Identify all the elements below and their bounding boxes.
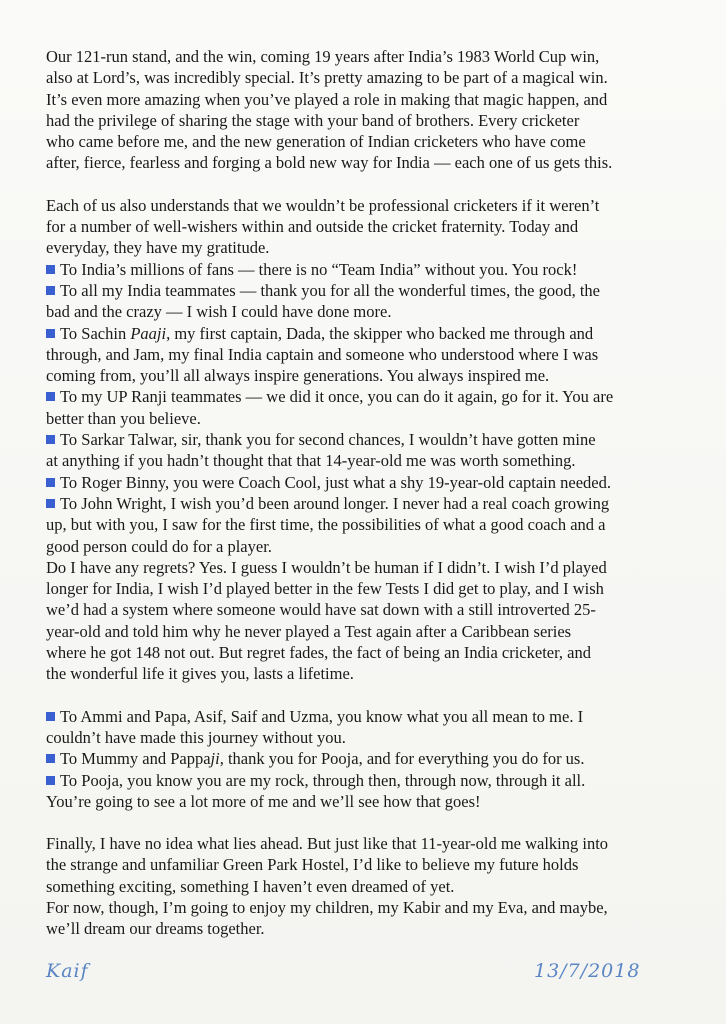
blue-square-bullet-icon: [46, 435, 55, 444]
paragraph-spacer: [46, 685, 698, 706]
list-item-sachin: [46, 323, 698, 344]
emphasis-text: Paaji: [130, 323, 167, 343]
text-line: year-old and told him why he never played a Test again after a Caribbean series: [46, 621, 572, 641]
blue-square-bullet-icon: [46, 754, 55, 763]
text-line: You’re going to see a lot more of me and we’ll see how that goes!: [46, 791, 481, 811]
list-item-ranji: [46, 386, 698, 407]
blue-square-bullet-icon: [46, 329, 55, 338]
list-item-fans: [46, 259, 698, 280]
text-line: good person could do for a player.: [46, 536, 272, 556]
blue-square-bullet-icon: [46, 478, 55, 487]
paragraph-gratitude: [46, 195, 698, 685]
list-item-ammi: [46, 706, 698, 727]
paragraph-world-cup-win: [46, 46, 698, 174]
paragraph-family: [46, 706, 698, 812]
text-line: we’ll dream our dreams together.: [46, 919, 265, 939]
list-item-text: To Sachin: [60, 323, 131, 343]
list-item-text: To Pooja, you know you are my rock, through then, through now, through it all.: [60, 770, 586, 790]
text-line: something exciting, something I haven’t even dreamed of yet.: [46, 876, 455, 896]
text-line: after, fierce, fearless and forging a bold new way for India — each one of us gets this.: [46, 153, 613, 173]
list-item-text: To India’s millions of fans — there is no “Team India” without you. You rock!: [60, 259, 578, 279]
text-line: through, and Jam, my final India captain and someone who understood where I was: [46, 344, 599, 364]
list-item-text: To Ammi and Papa, Asif, Saif and Uzma, you know what you all mean to me. I: [60, 706, 584, 726]
signature-date: 13/7/2018: [534, 960, 641, 982]
list-item-text: To Sarkar Talwar, sir, thank you for second chances, I wouldn’t have gotten mine: [60, 430, 596, 450]
text-line: we’d had a system where someone would have sat down with a still introverted 25-: [46, 600, 596, 620]
blue-square-bullet-icon: [46, 499, 55, 508]
text-line: For now, though, I’m going to enjoy my children, my Kabir and my Eva, and maybe,: [46, 897, 608, 917]
list-item-text: To John Wright, I wish you’d been around longer. I never had a real coach growing: [60, 493, 610, 513]
list-item-sarkar: [46, 429, 698, 450]
text-line: It’s even more amazing when you’ve played a role in making that magic happen, and: [46, 89, 608, 109]
signature-name: Kaif: [46, 960, 89, 982]
list-item-pooja: [46, 770, 698, 791]
text-line: also at Lord’s, was incredibly special. It’s pretty amazing to be part of a magical win.: [46, 68, 608, 88]
list-item-wright: [46, 493, 698, 514]
text-line: Finally, I have no idea what lies ahead. But just like that 11-year-old me walking into: [46, 834, 609, 854]
text-line: had the privilege of sharing the stage with your band of brothers. Every cricketer: [46, 110, 580, 130]
text-line: the wonderful life it gives you, lasts a lifetime.: [46, 664, 354, 684]
paragraph-spacer: [46, 174, 698, 195]
list-item-text: To Roger Binny, you were Coach Cool, just what a shy 19-year-old captain needed.: [60, 472, 611, 492]
text-line: who came before me, and the new generation of Indian cricketers who have come: [46, 132, 586, 152]
text-line: at anything if you hadn’t thought that that 14-year-old me was worth something.: [46, 451, 576, 471]
list-item-binny: [46, 472, 698, 493]
list-item-text: To my UP Ranji teammates — we did it once, you can do it again, go for it. You are: [60, 387, 614, 407]
text-line: where he got 148 not out. But regret fades, the fact of being an India cricketer, and: [46, 643, 592, 663]
list-item-text: To Mummy and Pappa: [60, 749, 211, 769]
text-line: bad and the crazy — I wish I could have done more.: [46, 302, 392, 322]
text-line: coming from, you’ll all always inspire generations. You always inspired me.: [46, 366, 550, 386]
text-line: for a number of well-wishers within and outside the cricket fraternity. Today and: [46, 217, 579, 237]
text-line: Our 121-run stand, and the win, coming 19 years after India’s 1983 World Cup win,: [46, 47, 600, 66]
list-item-teammates: [46, 280, 698, 301]
blue-square-bullet-icon: [46, 265, 55, 274]
blue-square-bullet-icon: [46, 392, 55, 401]
text-line: couldn’t have made this journey without you.: [46, 727, 346, 747]
list-item-text: To all my India teammates — thank you for all the wonderful times, the good, the: [60, 280, 601, 300]
text-line: better than you believe.: [46, 408, 201, 428]
paragraph-finally: [46, 833, 698, 939]
text-line: up, but with you, I saw for the first time, the possibilities of what a good coach and a: [46, 515, 606, 535]
emphasis-text: ji,: [210, 749, 224, 769]
list-item-text: thank you for Pooja, and for everything you do for us.: [223, 749, 585, 769]
text-line: everyday, they have my gratitude.: [46, 238, 270, 258]
text-line: longer for India, I wish I’d played better in the few Tests I did get to play, and I wish: [46, 579, 604, 599]
paragraph-spacer: [46, 812, 698, 833]
blue-square-bullet-icon: [46, 776, 55, 785]
blue-square-bullet-icon: [46, 712, 55, 721]
blue-square-bullet-icon: [46, 286, 55, 295]
text-line: Do I have any regrets? Yes. I guess I wouldn’t be human if I didn’t. I wish I’d played: [46, 557, 607, 577]
text-line: Each of us also understands that we wouldn’t be professional cricketers if it weren’t: [46, 195, 600, 215]
text-line: the strange and unfamiliar Green Park Hostel, I’d like to believe my future holds: [46, 855, 579, 875]
list-item-text: , my first captain, Dada, the skipper who backed me through and: [166, 323, 594, 343]
list-item-mummy: [46, 748, 698, 769]
